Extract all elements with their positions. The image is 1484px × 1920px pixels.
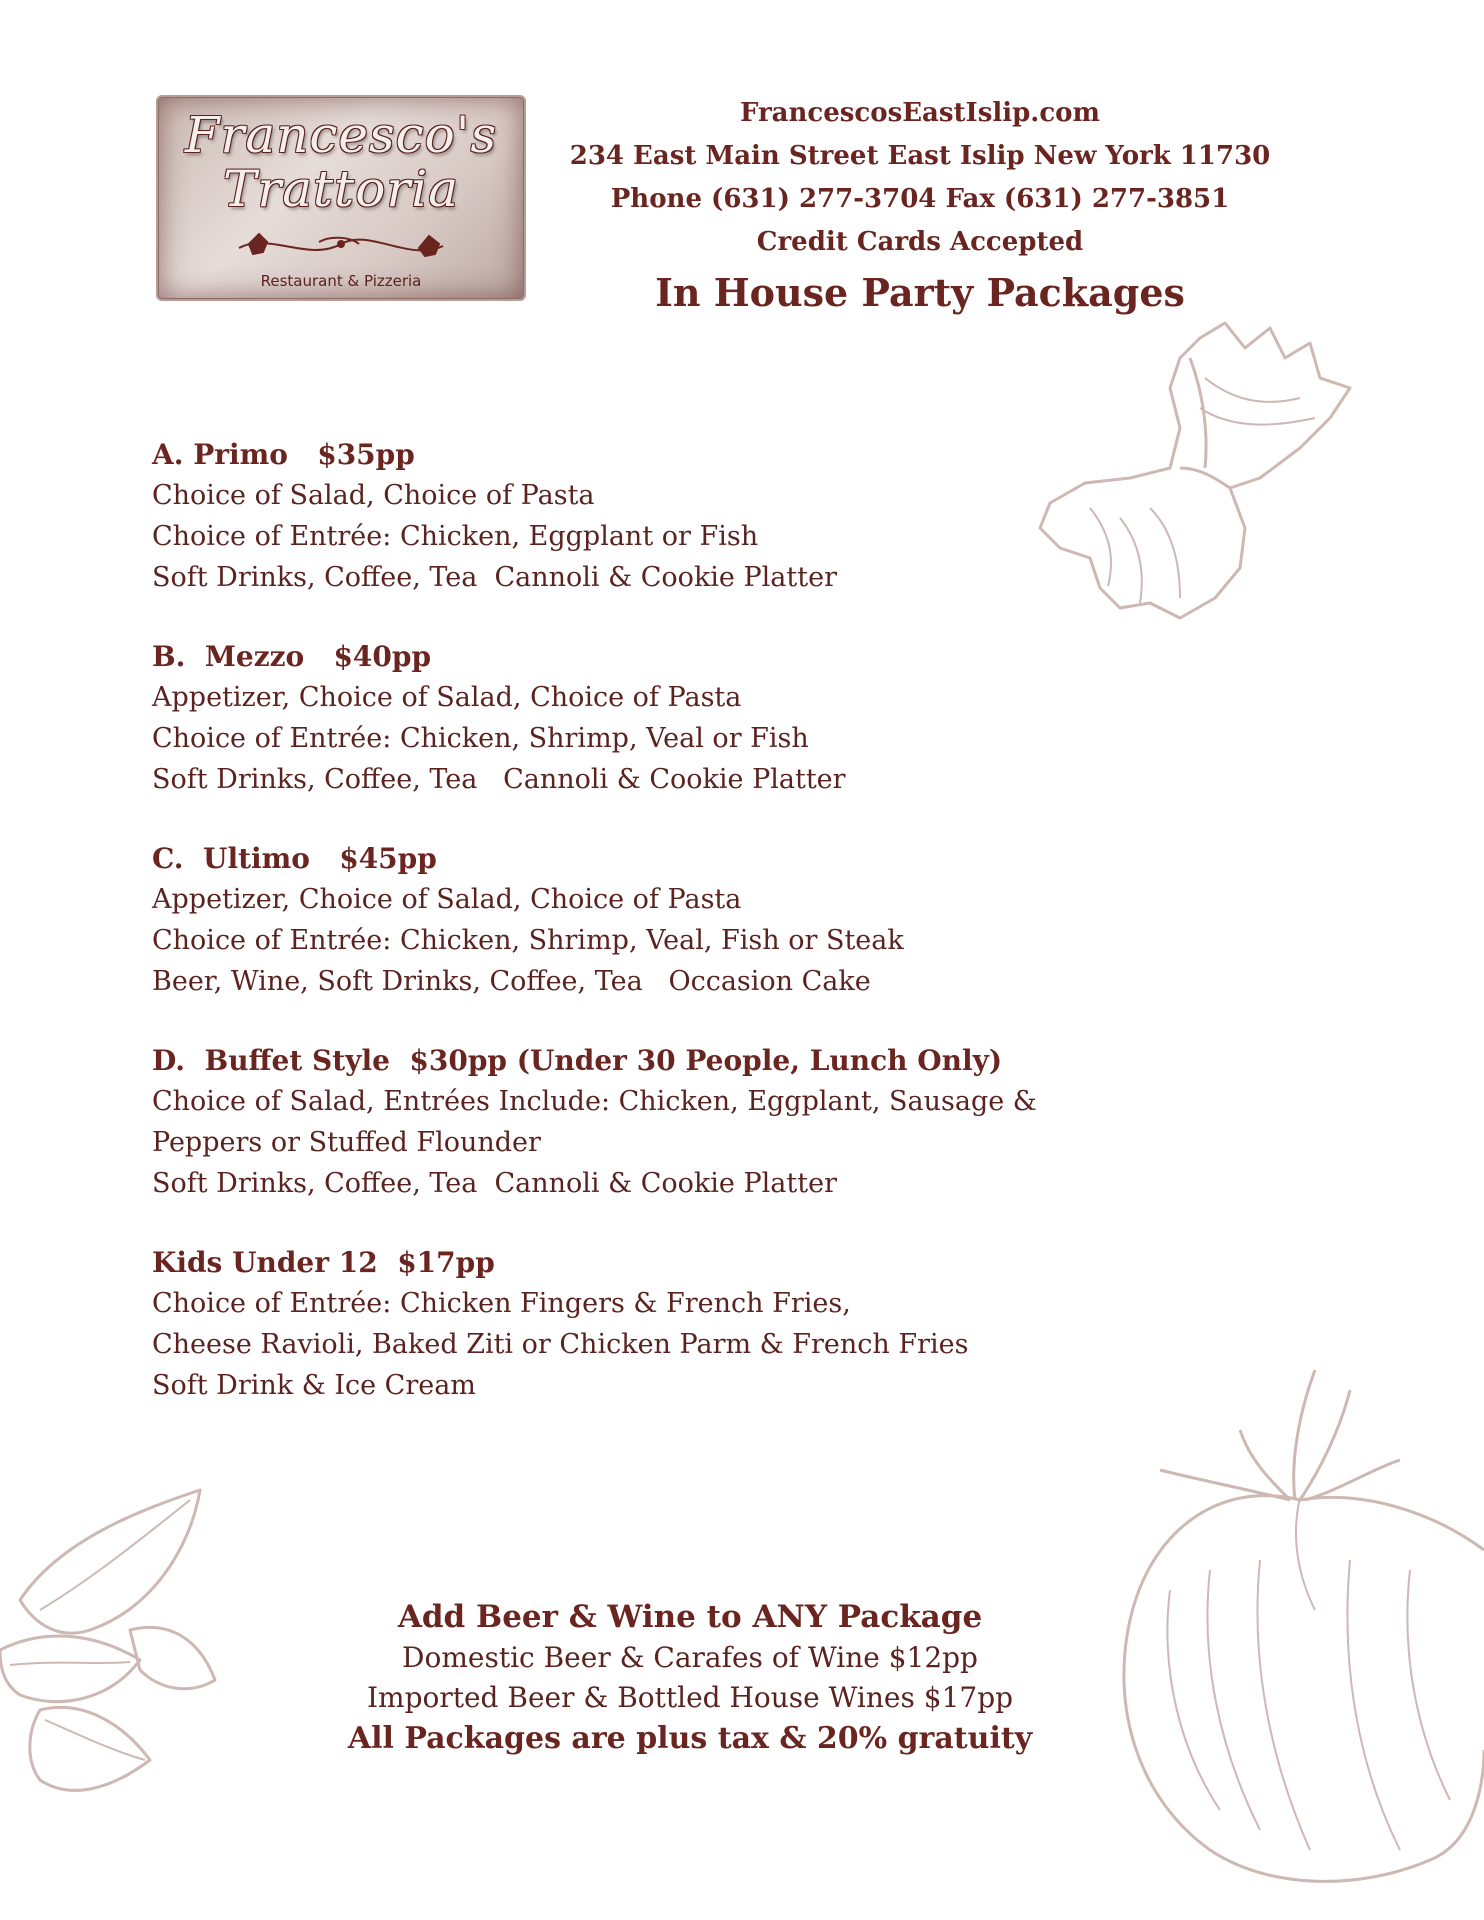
package-line: Appetizer, Choice of Salad, Choice of Pasta	[152, 884, 742, 915]
tax-gratuity-note: All Packages are plus tax & 20% gratuity	[347, 1721, 1033, 1756]
logo-name-line: Francesco's	[184, 106, 498, 164]
package-title: C. Ultimo $45pp	[152, 842, 437, 875]
payment-line: Credit Cards Accepted	[756, 227, 1084, 257]
contact-header	[540, 92, 1300, 264]
package-title: A. Primo $35pp	[152, 438, 415, 471]
beer-wine-addon	[180, 1596, 1200, 1760]
package-line: Choice of Entrée: Chicken, Shrimp, Veal or Fish	[152, 723, 809, 754]
package-title: B. Mezzo $40pp	[152, 640, 432, 673]
package-line: Beer, Wine, Soft Drinks, Coffee, Tea Occasion Cake	[152, 966, 871, 997]
package-line: Choice of Salad, Entrées Include: Chicken, Eggplant, Sausage &	[152, 1086, 1037, 1117]
package-line: Choice of Entrée: Chicken, Shrimp, Veal, Fish or Steak	[152, 925, 904, 956]
package-primo	[152, 434, 1152, 598]
package-line: Soft Drinks, Coffee, Tea Cannoli & Cookie Platter	[152, 1168, 837, 1199]
page-title: In House Party Packages	[655, 270, 1185, 315]
package-mezzo	[152, 636, 1152, 800]
package-line: Appetizer, Choice of Salad, Choice of Pasta	[152, 682, 742, 713]
package-buffet	[152, 1040, 1152, 1204]
package-line: Soft Drinks, Coffee, Tea Cannoli & Cookie Platter	[152, 764, 846, 795]
package-line: Cheese Ravioli, Baked Ziti or Chicken Parm & French Fries	[152, 1329, 969, 1360]
logo-tagline: Restaurant & Pizzeria	[260, 272, 422, 290]
package-line: Soft Drink & Ice Cream	[152, 1370, 476, 1401]
package-kids	[152, 1242, 1152, 1406]
package-line: Choice of Entrée: Chicken Fingers & French Fries,	[152, 1288, 851, 1319]
logo-trattoria-line: Trattoria	[222, 160, 460, 218]
restaurant-logo	[158, 97, 524, 299]
package-line: Choice of Salad, Choice of Pasta	[152, 480, 595, 511]
package-title: D. Buffet Style $30pp (Under 30 People, Lunch Only)	[152, 1044, 1003, 1077]
package-ultimo	[152, 838, 1152, 1002]
phone-fax-line: Phone (631) 277-3704 Fax (631) 277-3851	[610, 184, 1230, 214]
package-title: Kids Under 12 $17pp	[152, 1246, 495, 1279]
addon-domestic-line: Domestic Beer & Carafes of Wine $12pp	[402, 1641, 978, 1674]
addon-title: Add Beer & Wine to ANY Package	[397, 1599, 983, 1635]
package-line: Choice of Entrée: Chicken, Eggplant or Fish	[152, 521, 759, 552]
address-line: 234 East Main Street East Islip New York 11730	[569, 141, 1271, 171]
package-line: Soft Drinks, Coffee, Tea Cannoli & Cookie Platter	[152, 562, 837, 593]
addon-imported-line: Imported Beer & Bottled House Wines $17pp	[366, 1681, 1014, 1714]
package-list	[152, 434, 1152, 1444]
package-line: Peppers or Stuffed Flounder	[152, 1127, 541, 1158]
website-link[interactable]: FrancescosEastIslip.com	[739, 98, 1101, 128]
leaf-ornament-icon	[219, 222, 463, 266]
